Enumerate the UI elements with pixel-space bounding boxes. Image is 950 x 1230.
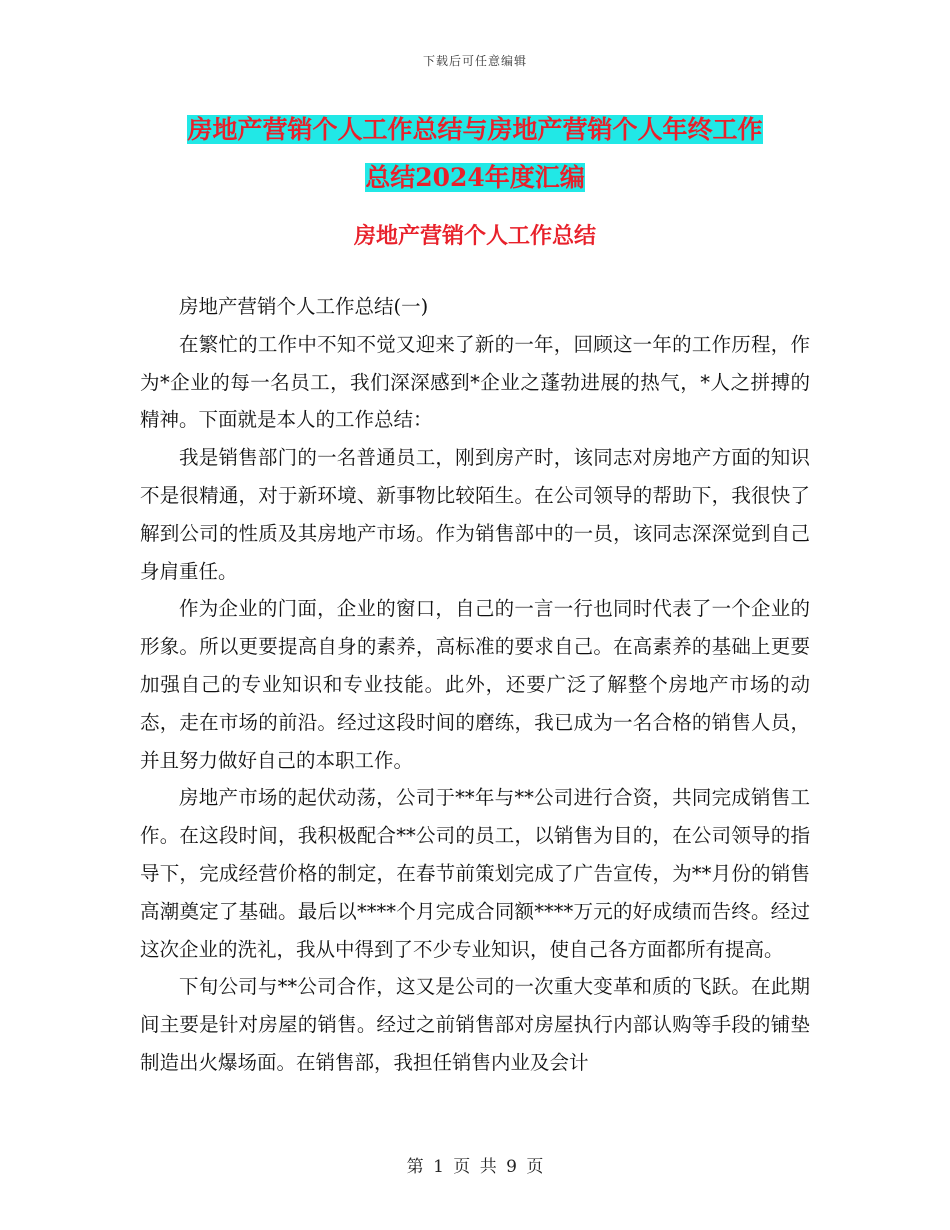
document-body [140,288,810,1082]
paragraph: 作为企业的门面，企业的窗口，自己的一言一行也同时代表了一个企业的形象。所以更要提高自身的素养，高标准的要求自己。在高素养的基础上更要加强自己的专业知识和专业技能。此外，还要广泛了解整个房地产市场的动态，走在市场的前沿。经过这段时间的磨练，我已成为一名合格的销售人员，并且努力做好自己的本职工作。 [140,597,810,772]
paragraph-subtitle: 房地产营销个人工作总结(一) [179,295,429,318]
paragraph: 在繁忙的工作中不知不觉又迎来了新的一年，回顾这一年的工作历程，作为*企业的每一名员工，我们深深感到*企业之蓬勃进展的热气，*人之拼搏的精神。下面就是本人的工作总结： [140,332,810,432]
page-header: 下载后可任意编辑 [422,54,527,68]
page-number: 第 1 页 共 9 页 [406,1157,544,1177]
title-line-1: 房地产营销个人工作总结与房地产营销个人年终工作 [187,115,763,144]
section-title: 房地产营销个人工作总结 [353,223,596,249]
paragraph: 房地产市场的起伏动荡，公司于**年与**公司进行合资，共同完成销售工作。在这段时间，我积极配合**公司的员工，以销售为目的，在公司领导的指导下，完成经营价格的制定，在春节前策划完成了广告宣传，为**月份的销售高潮奠定了基础。最后以****个月完成合同额****万元的好成绩而告终。经过这次企业的洗礼，我从中得到了不少专业知识，使自己各方面都所有提高。 [140,786,810,961]
paragraph: 我是销售部门的一名普通员工，刚到房产时，该同志对房地产方面的知识不是很精通，对于新环境、新事物比较陌生。在公司领导的帮助下，我很快了解到公司的性质及其房地产市场。作为销售部中的一员，该同志深深觉到自己身肩重任。 [140,446,810,583]
paragraph: 下旬公司与**公司合作，这又是公司的一次重大变革和质的飞跃。在此期间主要是针对房屋的销售。经过之前销售部对房屋执行内部认购等手段的铺垫制造出火爆场面。在销售部，我担任销售内业及会计 [140,975,810,1074]
document-title [140,106,810,202]
title-line-2: 总结2024年度汇编 [365,163,585,192]
